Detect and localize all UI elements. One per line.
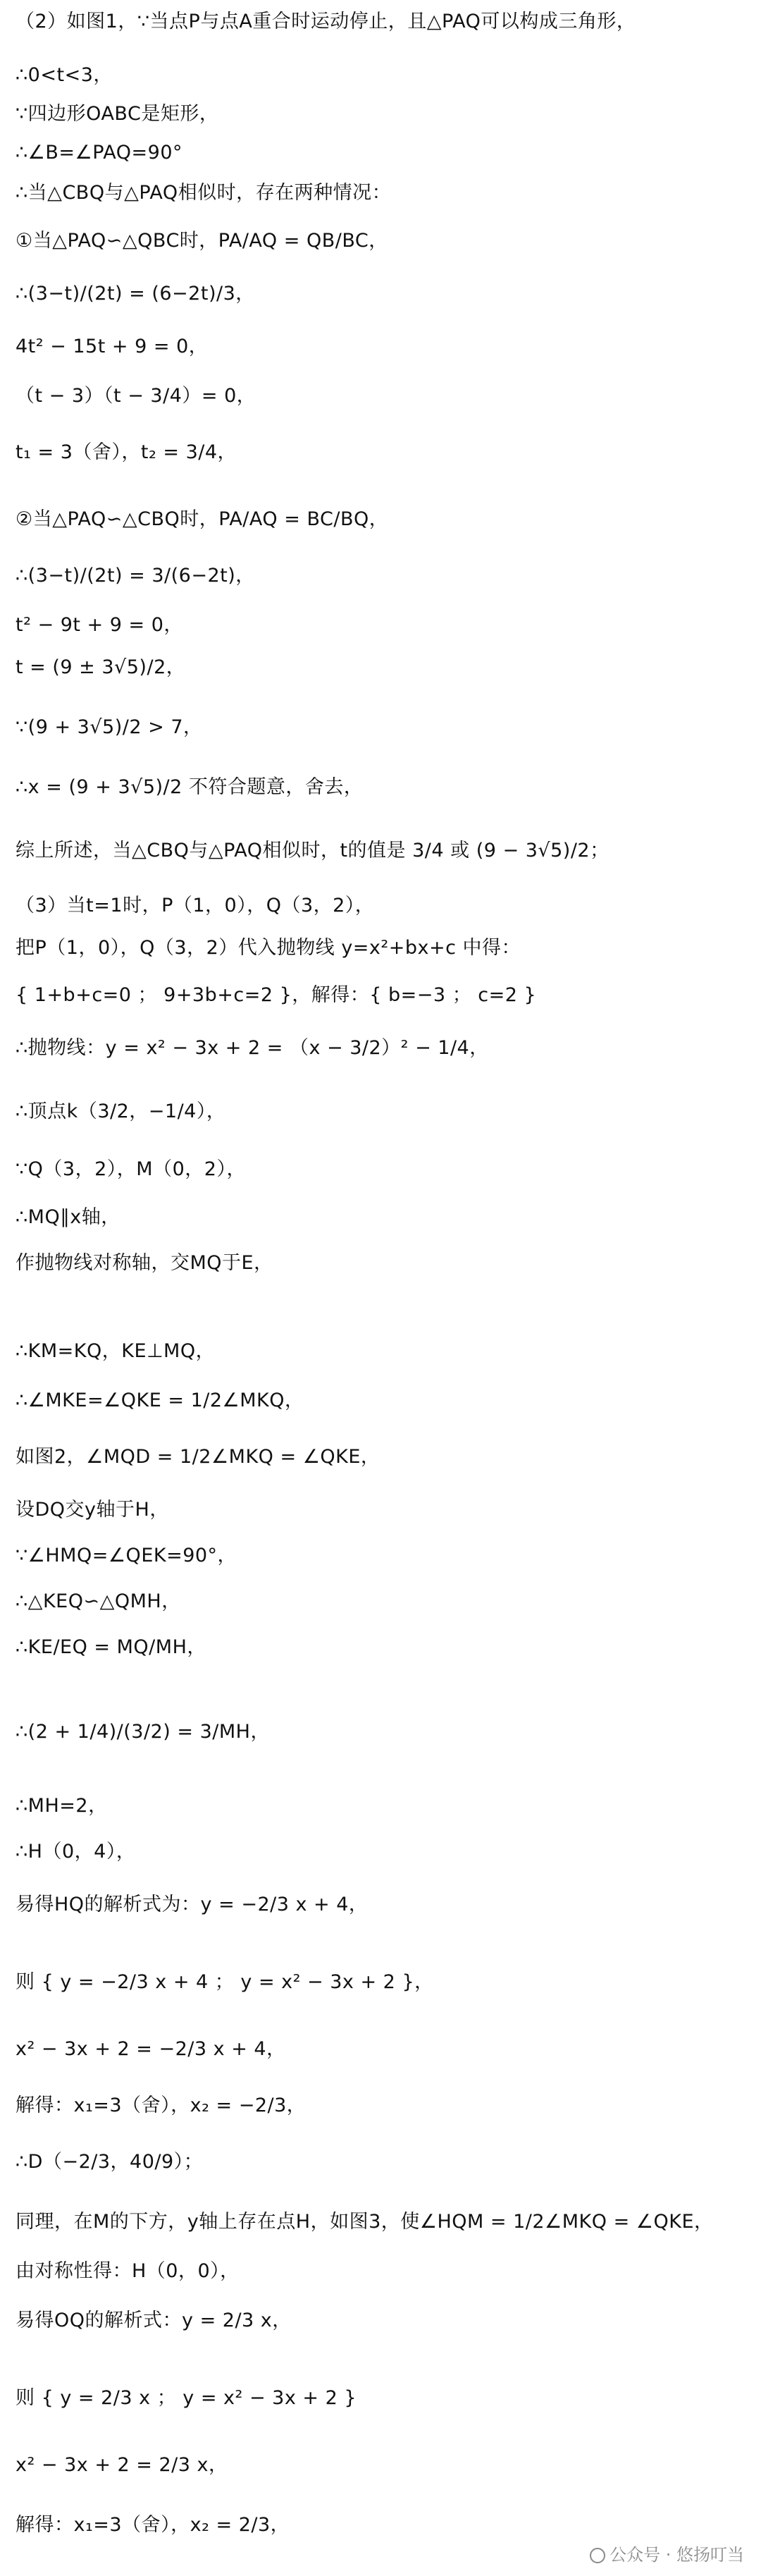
text-line: { 1+b+c=0 ； 9+3b+c=2 }，解得：{ b=−3 ； c=2 } [16, 984, 537, 1006]
text-line: ∴∠B=∠PAQ=90° [16, 142, 183, 164]
watermark-footer [590, 2541, 744, 2565]
text-line: ∴H（0，4）， [16, 1841, 136, 1863]
text-line: 解得：x₁=3（舍），x₂ = −2/3， [16, 2094, 307, 2116]
text-line: ∴(3−t)/(2t) = 3/(6−2t)， [16, 565, 255, 587]
text-line: ∴x = (9 + 3√5)/2 不符合题意，舍去， [16, 776, 364, 798]
text-line: 易得OQ的解析式：y = 2/3 x， [16, 2310, 292, 2331]
text-line: ∵四边形OABC是矩形， [16, 103, 219, 125]
text-line: ∴0<t<3， [16, 64, 113, 86]
text-line: 则 { y = 2/3 x ； y = x² − 3x + 2 } [16, 2387, 357, 2409]
text-line: 把P（1，0），Q（3，2）代入抛物线 y=x²+bx+c 中得： [16, 937, 521, 959]
text-line: ∵Q（3，2），M（0，2）， [16, 1158, 246, 1180]
text-line: ∴顶点k（3/2，−1/4）， [16, 1100, 226, 1122]
text-line: ∵(9 + 3√5)/2 > 7， [16, 716, 203, 738]
text-line: ②当△PAQ∽△CBQ时，PA/AQ = BC/BQ， [16, 508, 389, 530]
text-line: ∴(3−t)/(2t) = (6−2t)/3， [16, 283, 255, 305]
text-line: ①当△PAQ∽△QBC时，PA/AQ = QB/BC， [16, 230, 388, 252]
text-line: ∴MH=2， [16, 1795, 108, 1817]
text-line: t₁ = 3（舍），t₂ = 3/4， [16, 441, 237, 463]
text-line: ∴△KEQ∽△QMH， [16, 1590, 181, 1612]
text-line: 易得HQ的解析式为：y = −2/3 x + 4， [16, 1894, 369, 1915]
text-line: （3）当t=1时，P（1，0），Q（3，2）， [16, 895, 375, 916]
text-line: ∴MQ∥x轴， [16, 1206, 120, 1228]
text-line: 4t² − 15t + 9 = 0， [16, 336, 209, 357]
text-line: ∴当△CBQ与△PAQ相似时，存在两种情况： [16, 182, 392, 204]
text-line: ∴KE/EQ = MQ/MH， [16, 1636, 206, 1658]
text-line: 由对称性得：H（0，0）， [16, 2260, 240, 2282]
text-line: 则 { y = −2/3 x + 4 ； y = x² − 3x + 2 }， [16, 1971, 434, 1993]
text-line: x² − 3x + 2 = −2/3 x + 4， [16, 2038, 286, 2060]
text-line: ∴∠MKE=∠QKE = 1/2∠MKQ， [16, 1390, 304, 1411]
text-line: （t − 3）（t − 3/4）= 0， [16, 385, 256, 407]
text-line: x² − 3x + 2 = 2/3 x， [16, 2454, 228, 2476]
text-line: ∵∠HMQ=∠QEK=90°， [16, 1545, 237, 1566]
text-line: （2）如图1，∵当点P与点A重合时运动停止，且△PAQ可以构成三角形， [16, 11, 636, 32]
text-line: 解得：x₁=3（舍），x₂ = 2/3， [16, 2514, 290, 2536]
text-line: ∴(2 + 1/4)/(3/2) = 3/MH， [16, 1721, 270, 1743]
text-line: ∴抛物线：y = x² − 3x + 2 = （x − 3/2）² − 1/4， [16, 1037, 489, 1059]
text-line: t = (9 ± 3√5)/2， [16, 656, 186, 678]
text-line: ∴D（−2/3，40/9）； [16, 2151, 204, 2173]
wechat-icon [590, 2548, 605, 2563]
text-line: 综上所述，当△CBQ与△PAQ相似时，t的值是 3/4 或 (9 − 3√5)/2； [16, 840, 610, 861]
text-line: t² − 9t + 9 = 0， [16, 614, 183, 636]
text-line: 同理，在M的下方，y轴上存在点H，如图3，使∠HQM = 1/2∠MKQ = ∠QKE， [16, 2211, 714, 2233]
watermark-label: 公众号 · 悠扬叮当 [610, 2545, 744, 2565]
text-line: 设DQ交y轴于H， [16, 1499, 169, 1521]
text-line: ∴KM=KQ，KE⊥MQ， [16, 1340, 216, 1362]
text-line: 作抛物线对称轴，交MQ于E， [16, 1252, 273, 1274]
text-line: 如图2，∠MQD = 1/2∠MKQ = ∠QKE， [16, 1446, 380, 1468]
